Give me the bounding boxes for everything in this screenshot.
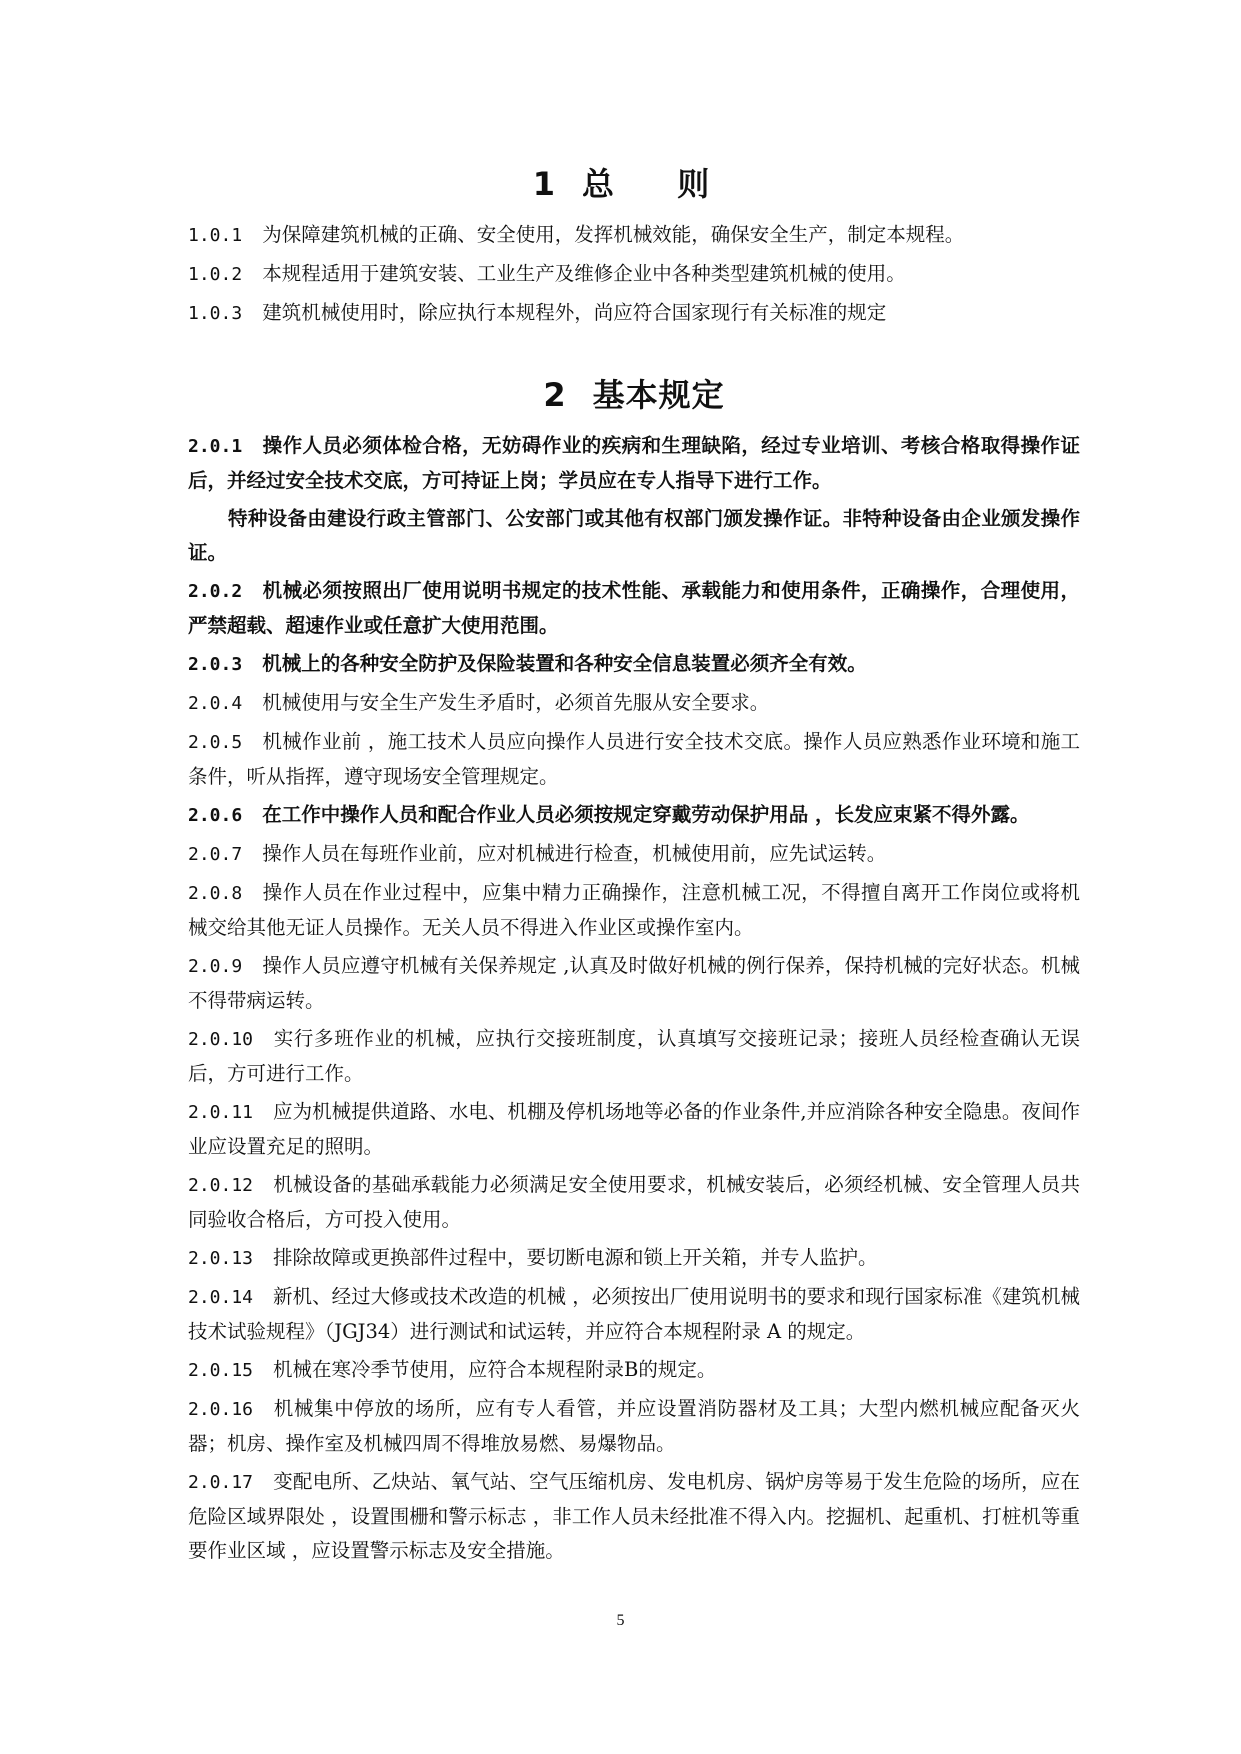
clause-2-0-3 [188, 647, 1080, 682]
clause-text: 机械集中停放的场所，应有专人看管，并应设置消防器材及工具；大型内燃机械应配备灭火器；机房、操作室及机械四周不得堆放易燃、易爆物品。 [188, 1397, 1080, 1455]
clause-number: 2.0.3 [188, 654, 243, 675]
section-2-number: 2 [543, 376, 567, 414]
page-number: 5 [616, 1612, 625, 1629]
clause-2-0-12 [188, 1168, 1080, 1237]
clause-2-0-10 [188, 1022, 1080, 1091]
clause-number: 1.0.3 [188, 303, 243, 324]
clause-text: 本规程适用于建筑安装、工业生产及维修企业中各种类型建筑机械的使用。 [262, 262, 906, 285]
clause-text: 新机、经过大修或技术改造的机械 ，必须按出厂使用说明书的要求和现行国家标准《建筑机械技术试验规程》（JGJ34）进行测试和试运转，并应符合本规程附录 A 的规定。 [188, 1285, 1080, 1343]
clause-text: 机械设备的基础承载能力必须满足安全使用要求，机械安装后，必须经机械、安全管理人员共同验收合格后，方可投入使用。 [188, 1173, 1080, 1231]
clause-number: 2.0.15 [188, 1360, 254, 1381]
section-2-heading [188, 373, 1080, 417]
clause-number: 2.0.16 [188, 1399, 254, 1420]
clause-text: 机械使用与安全生产发生矛盾时，必须首先服从安全要求。 [262, 691, 770, 714]
clause-2-0-1-continuation [188, 502, 1080, 570]
clause-number: 2.0.12 [188, 1175, 254, 1196]
clause-number: 2.0.5 [188, 732, 243, 753]
clause-text: 操作人员在作业过程中，应集中精力正确操作，注意机械工况，不得擅自离开工作岗位或将机械交给其他无证人员操作。无关人员不得进入作业区或操作室内。 [188, 881, 1080, 939]
clause-number: 2.0.11 [188, 1102, 254, 1123]
clause-2-0-16 [188, 1392, 1080, 1461]
clause-text: 机械作业前 ，施工技术人员应向操作人员进行安全技术交底。操作人员应熟悉作业环境和施工条件，听从指挥，遵守现场安全管理规定。 [188, 730, 1080, 788]
clause-number: 2.0.2 [188, 581, 243, 602]
clause-text: 操作人员必须体检合格，无妨碍作业的疾病和生理缺陷，经过专业培训、考核合格取得操作证后，并经过安全技术交底，方可持证上岗；学员应在专人指导下进行工作。 [188, 434, 1080, 492]
clause-number: 1.0.1 [188, 225, 243, 246]
clause-number: 2.0.8 [188, 883, 243, 904]
clause-2-0-1 [188, 429, 1080, 498]
clause-text: 为保障建筑机械的正确、安全使用，发挥机械效能，确保安全生产，制定本规程。 [262, 223, 965, 246]
section-1-number: 1 [532, 165, 557, 203]
clause-2-0-5 [188, 725, 1080, 794]
clause-1-0-1 [188, 218, 1080, 253]
clause-number: 2.0.1 [188, 436, 243, 457]
clause-2-0-11 [188, 1095, 1080, 1164]
clause-2-0-6 [188, 798, 1080, 833]
section-1-title: 总 则 [582, 165, 736, 203]
clause-1-0-2 [188, 257, 1080, 292]
clause-number: 1.0.2 [188, 264, 243, 285]
clause-text: 机械必须按照出厂使用说明书规定的技术性能、承载能力和使用条件，正确操作，合理使用，严禁超载、超速作业或任意扩大使用范围。 [188, 579, 1080, 637]
section-2-title: 基本规定 [592, 376, 725, 414]
clause-number: 2.0.9 [188, 956, 243, 977]
clause-number: 2.0.14 [188, 1287, 254, 1308]
clause-text: 机械在寒冷季节使用，应符合本规程附录B的规定。 [273, 1358, 717, 1381]
page-content [188, 162, 1080, 1572]
clause-text: 排除故障或更换部件过程中，要切断电源和锁上开关箱，并专人监护。 [273, 1246, 878, 1269]
clause-2-0-9 [188, 949, 1080, 1018]
clause-2-0-4 [188, 686, 1080, 721]
clause-number: 2.0.13 [188, 1248, 254, 1269]
clause-2-0-8 [188, 876, 1080, 945]
clause-number: 2.0.10 [188, 1029, 254, 1050]
clause-text: 变配电所、乙炔站、氧气站、空气压缩机房、发电机房、锅炉房等易于发生危险的场所，应在危险区域界限处 ，设置围栅和警示标志 ，非工作人员未经批准不得入内。挖掘机、起重机、打桩机等重要作业区域 ，应设置警示标志及安全措施。 [188, 1470, 1080, 1562]
clause-2-0-14 [188, 1280, 1080, 1349]
section-1-heading [188, 162, 1080, 206]
clause-number: 2.0.4 [188, 693, 243, 714]
clause-text: 在工作中操作人员和配合作业人员必须按规定穿戴劳动保护用品 ，长发应束紧不得外露。 [262, 803, 1030, 826]
clause-text: 应为机械提供道路、水电、机棚及停机场地等必备的作业条件,并应消除各种安全隐患。夜间作业应设置充足的照明。 [188, 1100, 1080, 1158]
clause-text: 操作人员应遵守机械有关保养规定 ,认真及时做好机械的例行保养，保持机械的完好状态。机械不得带病运转。 [188, 954, 1080, 1012]
clause-text: 特种设备由建设行政主管部门、公安部门或其他有权部门颁发操作证。非特种设备由企业颁发操作证。 [188, 507, 1080, 564]
clause-number: 2.0.6 [188, 805, 243, 826]
clause-number: 2.0.17 [188, 1472, 254, 1493]
clause-text: 实行多班作业的机械，应执行交接班制度，认真填写交接班记录；接班人员经检查确认无误后，方可进行工作。 [188, 1027, 1080, 1085]
clause-text: 机械上的各种安全防护及保险装置和各种安全信息装置必须齐全有效。 [262, 652, 867, 675]
clause-1-0-3 [188, 296, 1080, 331]
clause-2-0-15 [188, 1353, 1080, 1388]
clause-2-0-13 [188, 1241, 1080, 1276]
clause-2-0-17 [188, 1465, 1080, 1568]
clause-text: 操作人员在每班作业前，应对机械进行检查，机械使用前，应先试运转。 [262, 842, 887, 865]
clause-number: 2.0.7 [188, 844, 243, 865]
clause-2-0-7 [188, 837, 1080, 872]
clause-text: 建筑机械使用时，除应执行本规程外，尚应符合国家现行有关标准的规定 [262, 301, 887, 324]
clause-2-0-2 [188, 574, 1080, 643]
